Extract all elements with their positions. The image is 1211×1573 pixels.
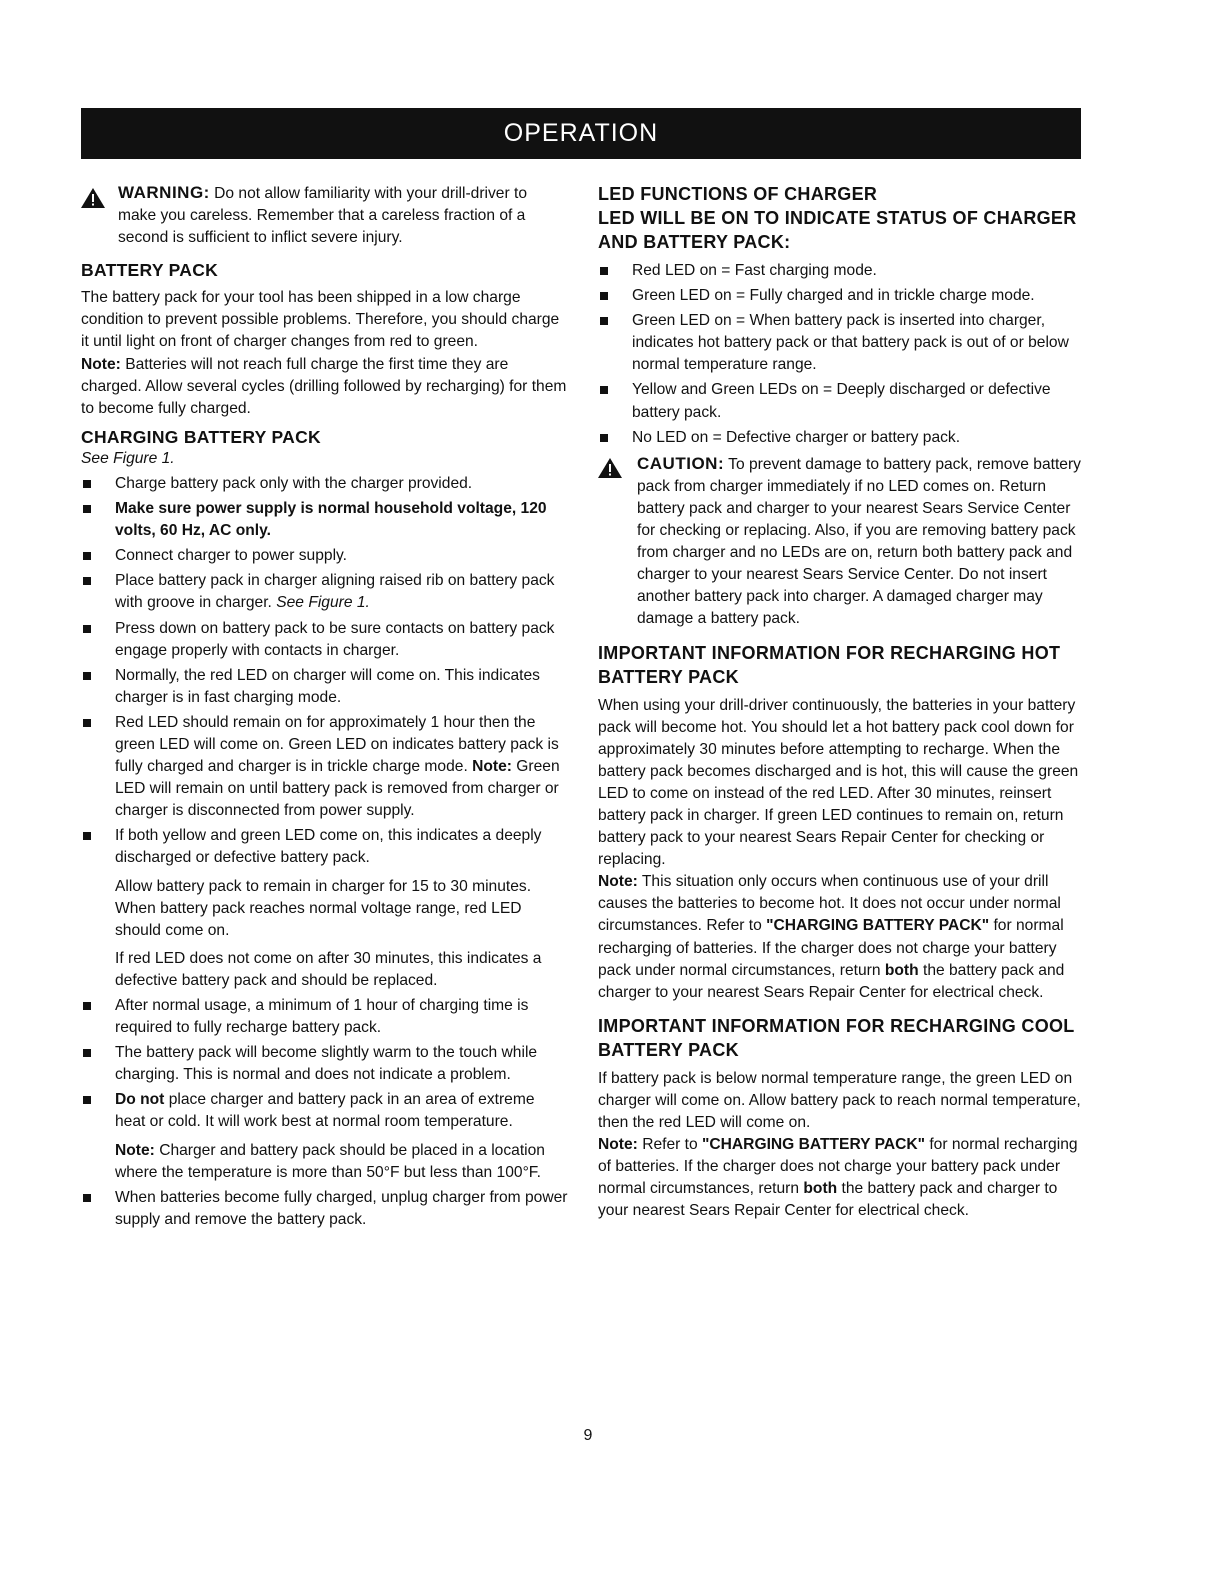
list-item: No LED on = Defective charger or battery pack. bbox=[598, 427, 1083, 449]
bullet-icon bbox=[83, 552, 91, 560]
see-figure: See Figure 1. bbox=[81, 449, 175, 467]
bullet-icon bbox=[83, 1049, 91, 1057]
list-item: Green LED on = When battery pack is inserted into charger, indicates hot battery pack or that battery pack is out of or below normal temperature range. bbox=[598, 310, 1083, 376]
list-item: Make sure power supply is normal household voltage, 120 volts, 60 Hz, AC only. bbox=[81, 498, 568, 542]
hot-battery-heading: IMPORTANT INFORMATION FOR RECHARGING HOT BATTERY PACK bbox=[598, 642, 1061, 687]
bullet-icon bbox=[83, 1194, 91, 1202]
bullet-icon bbox=[83, 719, 91, 727]
battery-pack-para: The battery pack for your tool has been shipped in a low charge condition to prevent possible problems. Therefore, you should charge it until light on front of charger changes from red to green. bbox=[81, 289, 560, 351]
led-list bbox=[598, 260, 1083, 449]
caution-text: CAUTION: To prevent damage to battery pack, remove battery pack from charger immediately if no LED comes on. Return battery pack and charger to your nearest Sears Service Center for checking or replacing. Also, if you are removing battery pack from charger and no LEDs are on, return both battery pack and charger to your nearest Sears Service Center. Do not insert another battery pack into charger. A damaged charger may damage a battery pack. bbox=[637, 453, 1081, 628]
bullet-icon bbox=[83, 1002, 91, 1010]
led-subheading: LED WILL BE ON TO INDICATE STATUS OF CHARGER AND BATTERY PACK: bbox=[598, 208, 1077, 252]
list-item: Yellow and Green LEDs on = Deeply discharged or defective battery pack. bbox=[598, 379, 1083, 423]
charging-list-3 bbox=[81, 1187, 568, 1231]
bullet-icon bbox=[83, 832, 91, 840]
charging-subpara: If red LED does not come on after 30 minutes, this indicates a defective battery pack and should be replaced. bbox=[115, 949, 542, 989]
battery-pack-note: Note: Batteries will not reach full charge the first time they are charged. Allow several cycles (drilling followed by recharging) for them to become fully charged. bbox=[81, 355, 567, 417]
charging-list-2 bbox=[81, 995, 568, 1134]
caution-block bbox=[598, 453, 1083, 631]
battery-pack-heading: BATTERY PACK bbox=[81, 260, 219, 281]
list-item: Place battery pack in charger aligning raised rib on battery pack with groove in charger. See Figure 1. bbox=[81, 570, 568, 614]
charging-subpara: Allow battery pack to remain in charger for 15 to 30 minutes. When battery pack reaches normal voltage range, red LED should come on. bbox=[115, 877, 532, 939]
list-item: Red LED should remain on for approximately 1 hour then the green LED will come on. Green LED on indicates battery pack is fully charged and charger is in trickle charge mode. Note: Green LED will remain on until battery pack is removed from charger or charger is disconnected from power supply. bbox=[81, 712, 568, 822]
list-item: Connect charger to power supply. bbox=[81, 545, 568, 567]
left-column bbox=[81, 182, 568, 1231]
hot-battery-note: Note: This situation only occurs when continuous use of your drill causes the batteries to become hot. It does not occur under normal circumstances. Refer to "CHARGING BATTERY PACK" for normal recharging of batteries. If the charger does not charge your battery pack under normal circumstances, return both the battery pack and charger to your nearest Sears Repair Center for electrical check. bbox=[598, 873, 1065, 1001]
list-item: When batteries become fully charged, unplug charger from power supply and remove the battery pack. bbox=[81, 1187, 568, 1231]
bullet-icon bbox=[83, 1096, 91, 1104]
led-heading: LED FUNCTIONS OF CHARGER bbox=[598, 184, 878, 204]
charging-heading: CHARGING BATTERY PACK bbox=[81, 426, 321, 447]
bullet-icon bbox=[600, 386, 608, 394]
list-item: The battery pack will become slightly warm to the touch while charging. This is normal and does not indicate a problem. bbox=[81, 1042, 568, 1086]
cool-battery-note: Note: Refer to "CHARGING BATTERY PACK" for normal recharging of batteries. If the charger does not charge your battery pack under normal circumstances, return both the battery pack and charger to your nearest Sears Repair Center for electrical check. bbox=[598, 1136, 1078, 1220]
list-item: After normal usage, a minimum of 1 hour of charging time is required to fully recharge battery pack. bbox=[81, 995, 568, 1039]
warning-icon bbox=[81, 188, 105, 208]
bullet-icon bbox=[600, 292, 608, 300]
list-item: Green LED on = Fully charged and in trickle charge mode. bbox=[598, 285, 1083, 307]
warning-block bbox=[81, 182, 568, 249]
list-item: Charge battery pack only with the charger provided. bbox=[81, 473, 568, 495]
bullet-icon bbox=[83, 480, 91, 488]
cool-battery-para: If battery pack is below normal temperature range, the green LED on charger will come on. Allow battery pack to reach normal temperature, then the red LED will come on. bbox=[598, 1069, 1081, 1131]
warning-label: WARNING: bbox=[118, 183, 210, 202]
list-item: Normally, the red LED on charger will come on. This indicates charger is in fast charging mode. bbox=[81, 665, 568, 709]
bullet-icon bbox=[600, 434, 608, 442]
section-banner: OPERATION bbox=[81, 108, 1081, 159]
cool-battery-heading: IMPORTANT INFORMATION FOR RECHARGING COOL BATTERY PACK bbox=[598, 1015, 1075, 1060]
bullet-icon bbox=[83, 505, 91, 513]
charging-list bbox=[81, 473, 568, 870]
hot-battery-para: When using your drill-driver continuously, the batteries in your battery pack will become hot. You should let a hot battery pack cool down for approximately 30 minutes before attempting to recharge. When the battery pack becomes discharged and is hot, this will cause the green LED to come on instead of the red LED. After 30 minutes, reinsert battery pack in charger. If green LED continues to remain on, return battery pack to your nearest Sears Repair Center for checking or replacing. bbox=[598, 696, 1079, 869]
list-item: If both yellow and green LED come on, this indicates a deeply discharged or defective battery pack. bbox=[81, 825, 568, 869]
warning-text: WARNING: Do not allow familiarity with your drill-driver to make you careless. Remember that a careless fraction of a second is sufficient to inflict severe injury. bbox=[118, 183, 527, 247]
charging-note: Note: Charger and battery pack should be placed in a location where the temperature is more than 50°F but less than 100°F. bbox=[115, 1141, 545, 1181]
caution-label: CAUTION: bbox=[637, 453, 725, 473]
bullet-icon bbox=[83, 625, 91, 633]
list-item: Do not place charger and battery pack in an area of extreme heat or cold. It will work best at normal room temperature. bbox=[81, 1089, 568, 1133]
bullet-icon bbox=[83, 672, 91, 680]
bullet-icon bbox=[600, 267, 608, 275]
bullet-icon bbox=[600, 317, 608, 325]
list-item: Red LED on = Fast charging mode. bbox=[598, 260, 1083, 282]
caution-icon bbox=[598, 458, 622, 478]
list-item: Press down on battery pack to be sure contacts on battery pack engage properly with contacts in charger. bbox=[81, 618, 568, 662]
bullet-icon bbox=[83, 577, 91, 585]
page-number: 9 bbox=[583, 1427, 593, 1444]
right-column bbox=[598, 182, 1083, 1222]
